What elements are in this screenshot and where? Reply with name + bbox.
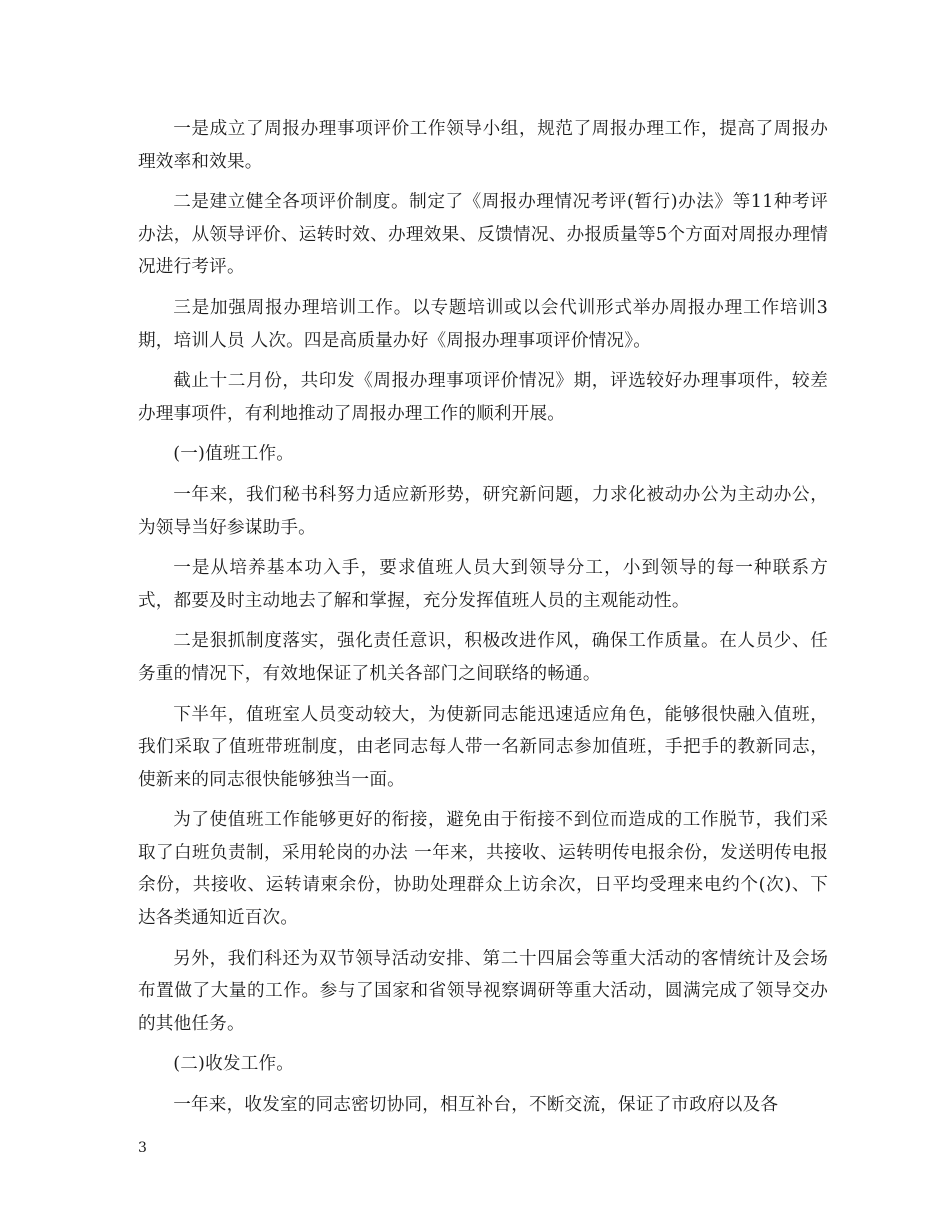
paragraph: 一年来，收发室的同志密切协同，相互补台，不断交流，保证了市政府以及各 [173, 1095, 779, 1116]
page-number: 3 [138, 1140, 147, 1156]
paragraph: 为了使值班工作能够更好的衔接，避免由于衔接不到位而造成的工作脱节，我们采取了白班负责制，采用轮岗的办法 一年来，共接收、运转明传电报余份，发送明传电报余份，共接收、运转请柬余份，协助处理群众上访余次，日平均受理来电约个(次)、下达各类通知近百次。 [138, 810, 828, 929]
paragraph: 一年来，我们秘书科努力适应新形势，研究新问题，力求化被动办公为主动办公，为领导当好参谋助手。 [138, 484, 828, 538]
paragraph: 三是加强周报办理培训工作。以专题培训或以会代训形式举办周报办理工作培训3期，培训人员 人次。四是高质量办好《周报办理事项评价情况》。 [138, 297, 828, 351]
section-heading: (二)收发工作。 [173, 1054, 295, 1075]
paragraph: 截止十二月份，共印发《周报办理事项评价情况》期，评选较好办理事项件，较差办理事项件，有利地推动了周报办理工作的顺利开展。 [138, 371, 828, 424]
paragraph: 一是成立了周报办理事项评价工作领导小组，规范了周报办理工作，提高了周报办理效率和效果。 [138, 119, 828, 172]
paragraph: 下半年，值班室人员变动较大，为使新同志能迅速适应角色，能够很快融入值班，我们采取了值班带班制度，由老同志每人带一名新同志参加值班，手把手的教新同志，使新来的同志很快能够独当一面。 [138, 704, 828, 790]
paragraph: 另外，我们科还为双节领导活动安排、第二十四届会等重大活动的客情统计及会场布置做了大量的工作。参与了国家和省领导视察调研等重大活动，圆满完成了领导交办的其他任务。 [138, 948, 828, 1034]
document-body [138, 113, 828, 1130]
paragraph: 二是建立健全各项评价制度。制定了《周报办理情况考评(暂行)办法》等11种考评办法，从领导评价、运转时效、办理效果、反馈情况、办报质量等5个方面对周报办理情况进行考评。 [138, 192, 828, 278]
paragraph: 一是从培养基本功入手，要求值班人员大到领导分工，小到领导的每一种联系方式，都要及时主动地去了解和掌握，充分发挥值班人员的主观能动性。 [138, 558, 828, 611]
paragraph: 二是狠抓制度落实，强化责任意识，积极改进作风，确保工作质量。在人员少、任务重的情况下，有效地保证了机关各部门之间联络的畅通。 [138, 631, 828, 684]
section-heading: (一)值班工作。 [173, 444, 295, 465]
